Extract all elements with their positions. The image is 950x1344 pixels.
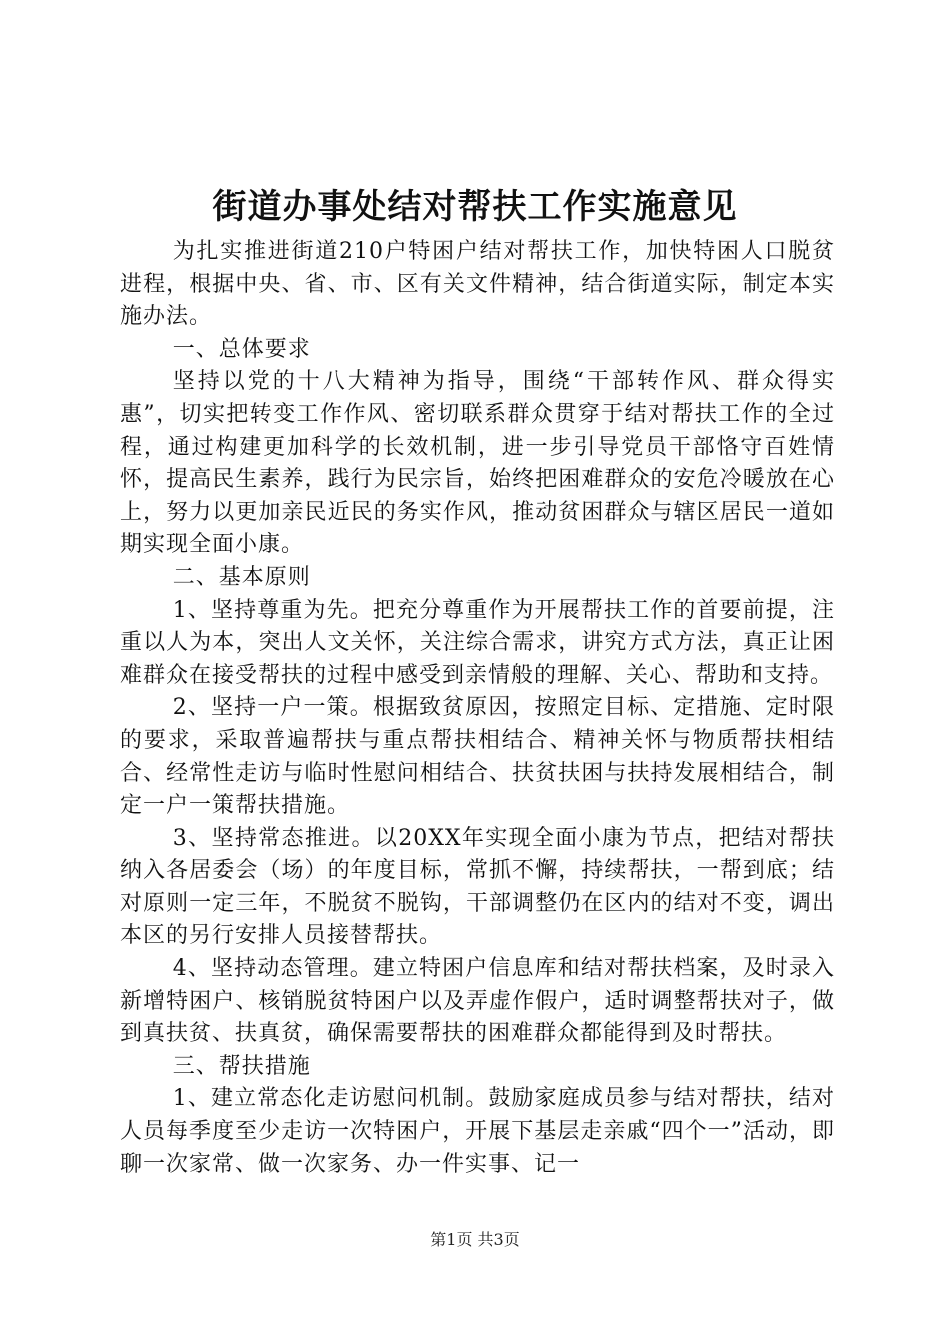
paragraph-principle-1: 1、坚持尊重为先。把充分尊重作为开展帮扶工作的首要前提，注重以人为本，突出人文关怀，关注综合需求，讲究方式方法，真正让困难群众在接受帮扶的过程中感受到亲情般的理解、关心、帮助和支持。	[120, 597, 835, 688]
document-title: 街道办事处结对帮扶工作实施意见	[212, 187, 738, 227]
paragraph-general-requirements: 坚持以党的十八大精神为指导，围绕“干部转作风、群众得实惠”，切实把转变工作作风、密切联系群众贯穿于结对帮扶工作的全过程，通过构建更加科学的长效机制，进一步引导党员干部恪守百姓情怀，提高民生素养，践行为民宗旨，始终把困难群众的安危冷暖放在心上，努力以更加亲民近民的务实作风，推动贫困群众与辖区居民一道如期实现全面小康。	[120, 369, 835, 558]
paragraph-principle-4: 4、坚持动态管理。建立特困户信息库和结对帮扶档案，及时录入新增特困户、核销脱贫特困户以及弄虚作假户，适时调整帮扶对子，做到真扶贫、扶真贫，确保需要帮扶的困难群众都能得到及时帮扶。	[120, 956, 835, 1047]
section-heading-2: 二、基本原则	[172, 564, 311, 590]
paragraph-principle-2: 2、坚持一户一策。根据致贫原因，按照定目标、定措施、定时限的要求，采取普遍帮扶与重点帮扶相结合、精神关怀与物质帮扶相结合、经常性走访与临时性慰问相结合、扶贫扶困与扶持发展相结合，制定一户一策帮扶措施。	[120, 695, 835, 819]
section-heading-3: 三、帮扶措施	[172, 1053, 311, 1079]
paragraph-principle-3: 3、坚持常态推进。以20XX年实现全面小康为节点，把结对帮扶纳入各居委会（场）的年度目标，常抓不懈，持续帮扶，一帮到底；结对原则一定三年，不脱贫不脱钩，干部调整仍在区内的结对不变，调出本区的另行安排人员接替帮扶。	[120, 825, 835, 949]
page-footer: 第1页 共3页	[430, 1230, 520, 1249]
section-heading-1: 一、总体要求	[172, 336, 311, 362]
paragraph-measure-1: 1、建立常态化走访慰问机制。鼓励家庭成员参与结对帮扶，结对人员每季度至少走访一次特困户，开展下基层走亲戚“四个一”活动，即聊一次家常、做一次家务、办一件实事、记一	[120, 1086, 835, 1177]
document-body	[120, 236, 835, 1181]
paragraph-intro: 为扎实推进街道210户特困户结对帮扶工作，加快特困人口脱贫进程，根据中央、省、市、区有关文件精神，结合街道实际，制定本实施办法。	[120, 239, 835, 330]
